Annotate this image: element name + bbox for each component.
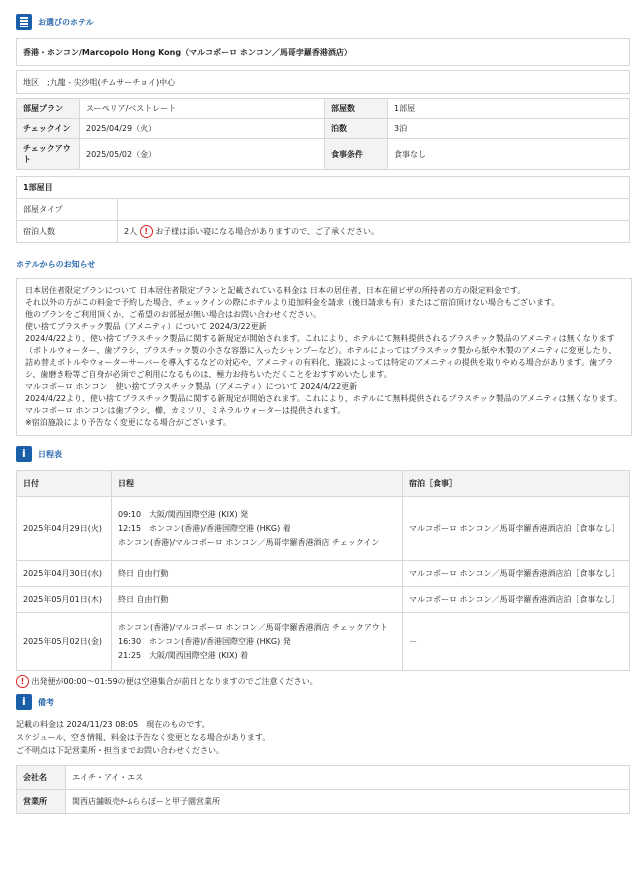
remarks-section-title: 備考 xyxy=(38,697,54,707)
itinerary-header-stay: 宿泊［食事］ xyxy=(403,471,630,497)
row-date: 2025年04月30日(水) xyxy=(17,561,112,587)
itinerary-note-row xyxy=(16,675,630,688)
row-schedule-line: ホンコン(香港)/マルコポーロ ホンコン／馬哥孛羅香港酒店 チェックイン xyxy=(118,537,380,547)
notice-line: 日本居住者限定プランについて 日本居住者限定プランと記載されている料金は 日本の居住者、日本在留ビザの所持者の方の限定料金です。 xyxy=(25,286,526,295)
row-date: 2025年05月01日(木) xyxy=(17,587,112,613)
hotel-detail-table xyxy=(16,98,630,170)
checkin-value: 2025/04/29（火） xyxy=(80,119,325,139)
warning-icon: ! xyxy=(16,675,29,688)
row-schedule-line: 21:25 大阪/関西国際空港 (KIX) 着 xyxy=(118,650,249,660)
remarks-line: 記載の料金は 2024/11/23 08:05 現在のものです。 xyxy=(16,720,210,729)
remarks-text xyxy=(16,718,630,757)
hotel-area-table xyxy=(16,70,630,94)
office-value: 関西店舗販売ﾁｰﾑららぽーと甲子園営業所 xyxy=(66,790,630,814)
itinerary-note: 出発便が00:00～01:59の便は空港集合が前日となりますのでご注意ください。 xyxy=(31,677,318,686)
table-row xyxy=(17,613,630,671)
hotel-notice-box xyxy=(16,278,632,436)
meal-value: 食事なし xyxy=(388,139,630,170)
table-row xyxy=(17,561,630,587)
itinerary-header-schedule: 日程 xyxy=(112,471,403,497)
row-schedule-line: 09:10 大阪/関西国際空港 (KIX) 発 xyxy=(118,509,249,519)
notice-line: マルコポーロ ホンコンは歯ブラシ、櫛、カミソリ、ミネラルウォーターは提供されます。 xyxy=(25,406,346,415)
building-icon xyxy=(16,14,32,30)
notice-line: ※宿泊施設により予告なく変更になる場合がございます。 xyxy=(25,418,232,427)
plan-label: 部屋プラン xyxy=(17,99,80,119)
guests-note: お子様は添い寝になる場合がありますので、ご了承ください。 xyxy=(155,227,380,236)
room1-table xyxy=(16,176,630,243)
info-icon xyxy=(16,446,32,462)
checkout-label: チェックアウト xyxy=(17,139,80,170)
checkout-value: 2025/05/02（金） xyxy=(80,139,325,170)
nights-value: 3泊 xyxy=(388,119,630,139)
room1-title: 1部屋目 xyxy=(17,177,630,199)
notice-section-title: ホテルからのお知らせ xyxy=(16,260,96,269)
plan-value: スーペリア/ベストレート xyxy=(80,99,325,119)
row-schedule-line: 終日 自由行動 xyxy=(112,561,403,587)
itinerary-header-date: 日付 xyxy=(17,471,112,497)
meal-label: 食事条件 xyxy=(325,139,388,170)
row-schedule-line: 16:30 ホンコン(香港)/香港国際空港 (HKG) 発 xyxy=(118,636,291,646)
hotel-section-header xyxy=(16,14,630,30)
hotel-summary-table xyxy=(16,38,630,66)
table-row xyxy=(17,497,630,561)
company-table xyxy=(16,765,630,814)
guests-label: 宿泊人数 xyxy=(17,221,118,243)
row-stay: － xyxy=(403,613,630,671)
row-schedule-line: 12:15 ホンコン(香港)/香港国際空港 (HKG) 着 xyxy=(118,523,291,533)
roomtype-value xyxy=(118,199,630,221)
row-stay: マルコポーロ ホンコン／馬哥孛羅香港酒店泊［食事なし］ xyxy=(403,497,630,561)
notice-line: それ以外の方がこの料金で予約した場合、チェックインの際にホテルより追加料金を請求（後日請求も有）またはご宿泊頂けない場合もございます。 xyxy=(25,298,560,307)
guests-value: 2人 xyxy=(124,227,138,236)
notice-line: 2024/4/22より、使い捨てプラスチック製品に関する新規定が開始されます。これにより、ホテルにて無料提供されるプラスチック製品のアメニティは無くなります（ボトルウォーター、歯ブラシ、プラスチック製の小さな容器に入ったシャンプーなど）。ホテルによってはプラスチック製から紙や木製のアメニティに変更したり、詰め替えボトルやウォーターサーバーを導入するなどの対応や、アメニティの有料化、施設によっては特定のアメニティの提供を取りやめる場合があります。歯ブラシ、歯磨き粉等ご自身が必須でご利用になるものは、極力お持ちいただくことをおすすめいたします。 xyxy=(25,334,617,379)
notice-line: マルコポーロ ホンコン 使い捨てプラスチック製品（アメニティ）について 2024/4/22更新 xyxy=(25,382,358,391)
warning-icon: ! xyxy=(140,225,153,238)
info-icon xyxy=(16,694,32,710)
itinerary-table xyxy=(16,470,630,671)
table-row xyxy=(17,587,630,613)
checkin-label: チェックイン xyxy=(17,119,80,139)
company-value: エイチ・アイ・エス xyxy=(66,766,630,790)
notice-line: 他のプランをご利用頂くか、ご希望のお部屋が無い場合はお問い合わせください。 xyxy=(25,310,321,319)
row-stay: マルコポーロ ホンコン／馬哥孛羅香港酒店泊［食事なし］ xyxy=(403,561,630,587)
area-label: 地区 xyxy=(23,77,39,87)
nights-label: 泊数 xyxy=(325,119,388,139)
rooms-value: 1部屋 xyxy=(388,99,630,119)
row-schedule-line: 終日 自由行動 xyxy=(112,587,403,613)
area-value: ;九龍 - 尖沙咀(チムサーチョイ)中心 xyxy=(47,77,176,87)
row-schedule-line: ホンコン(香港)/マルコポーロ ホンコン／馬哥孛羅香港酒店 チェックアウト xyxy=(118,622,388,632)
row-stay: マルコポーロ ホンコン／馬哥孛羅香港酒店泊［食事なし］ xyxy=(403,587,630,613)
itinerary-section-header xyxy=(16,446,630,462)
hotel-section-title: お選びのホテル xyxy=(38,17,94,27)
roomtype-label: 部屋タイプ xyxy=(17,199,118,221)
notice-section-header xyxy=(16,259,630,270)
company-label: 会社名 xyxy=(17,766,66,790)
remarks-section-header xyxy=(16,694,630,710)
itinerary-section-title: 日程表 xyxy=(38,449,62,459)
row-date: 2025年04月29日(火) xyxy=(17,497,112,561)
notice-line: 使い捨てプラスチック製品（アメニティ）について 2024/3/22更新 xyxy=(25,322,267,331)
hotel-name: 香港・ホンコン/Marcopolo Hong Kong（マルコポーロ ホンコン／馬哥孛羅香港酒店） xyxy=(17,39,630,66)
notice-line: 2024/4/22より、使い捨てプラスチック製品に関する新規定が開始されます。これにより、ホテルにて無料提供されるプラスチック製品のアメニティは無くなります。 xyxy=(25,394,622,403)
rooms-label: 部屋数 xyxy=(325,99,388,119)
office-label: 営業所 xyxy=(17,790,66,814)
remarks-line: スケジュール、空き情報、料金は予告なく変更となる場合があります。 xyxy=(16,733,271,742)
remarks-line: ご不明点は下記営業所・担当までお問い合わせください。 xyxy=(16,746,224,755)
row-date: 2025年05月02日(金) xyxy=(17,613,112,671)
